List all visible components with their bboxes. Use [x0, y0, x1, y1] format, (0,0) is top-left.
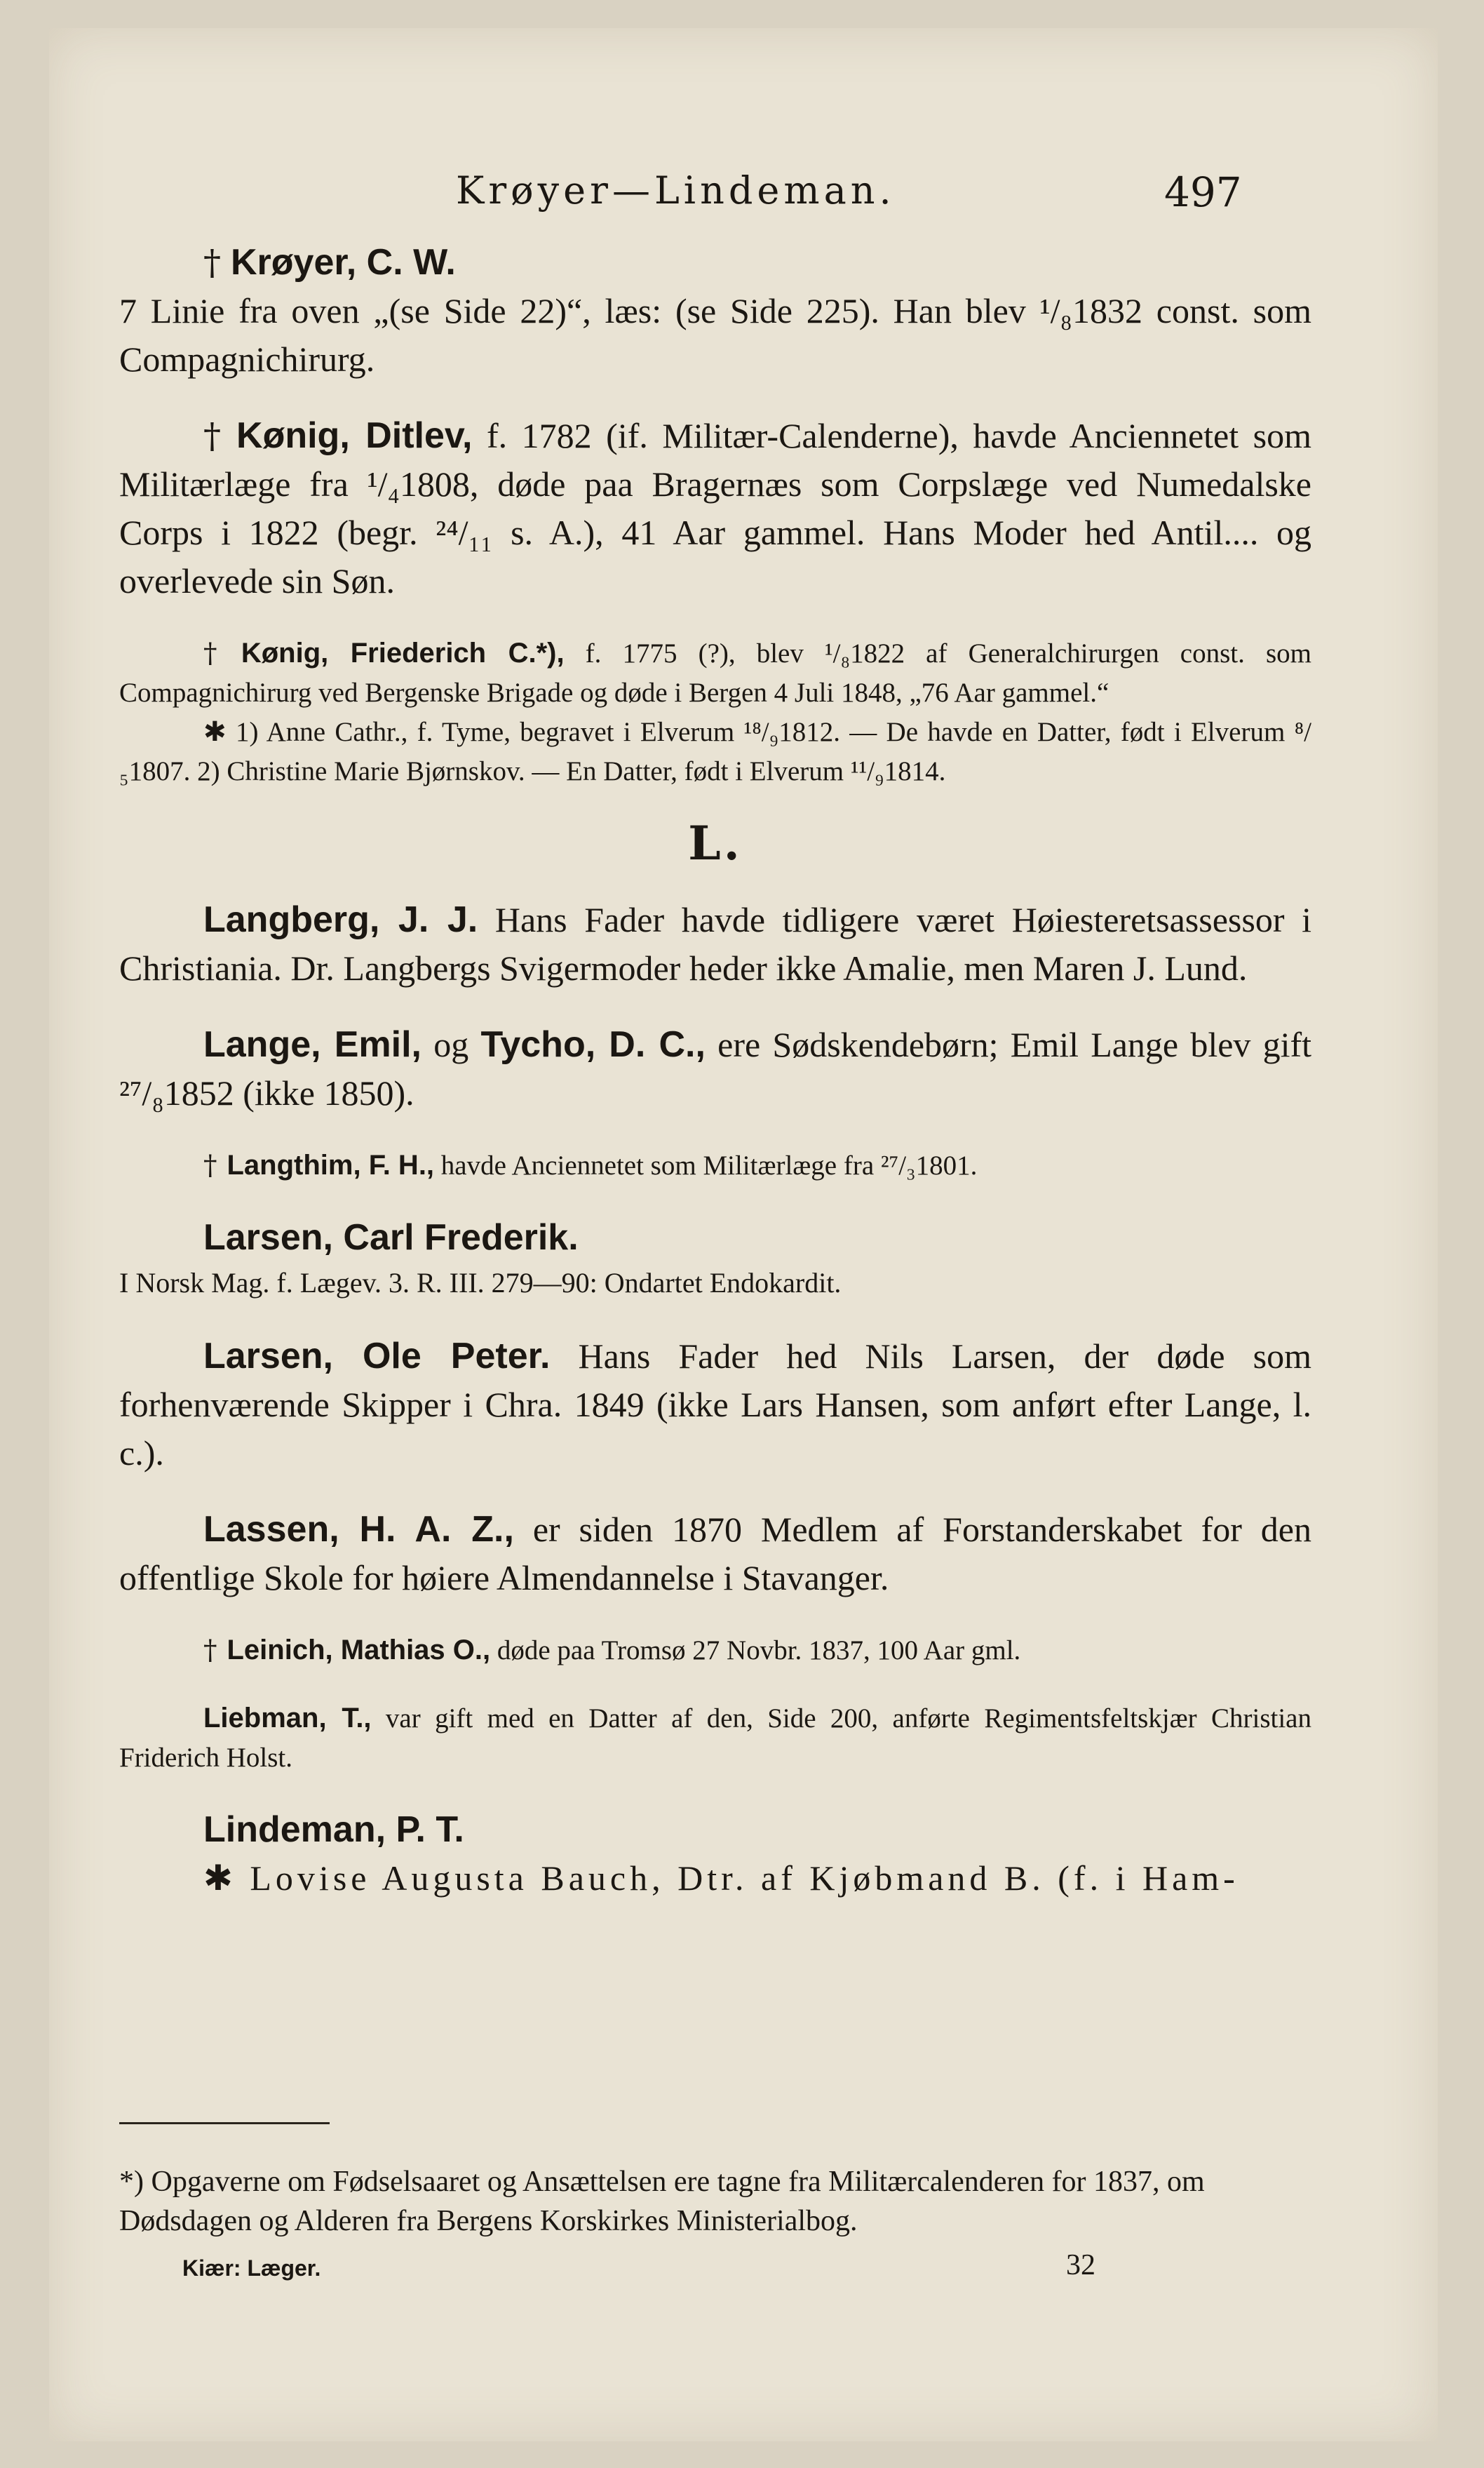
page-number: 497 — [1164, 168, 1242, 216]
entry-text: 7 Linie fra oven „(se Side 22)“, læs: (se Side 225). Han blev ¹/₈1832 const. som Compagnichirurg. — [119, 291, 1311, 379]
entry-head: Lassen, H. A. Z., — [203, 1509, 514, 1550]
page-header — [49, 168, 1438, 224]
entry-liebman — [119, 1698, 1311, 1778]
entry-larsen-carl — [119, 1214, 1311, 1304]
entry-konig-friederich — [119, 633, 1311, 791]
entry-head: Kønig, Friederich C.*), — [241, 638, 565, 669]
entry-langberg — [119, 896, 1311, 993]
printer-signature: Kiær: Læger. — [182, 2255, 321, 2281]
entry-text: var gift med en Datter af den, Side 200, anførte Regimentsfeltskjær Christian Friderich Holst. — [119, 1703, 1311, 1773]
footnote: *) Opgaverne om Fødselsaaret og Ansættelsen ere tagne fra Militærcalenderen for 1837, om Dødsdagen og Alderen fra Bergens Korskirkes Ministerialbog. — [119, 2166, 1205, 2237]
dagger-mark: † — [203, 638, 231, 669]
dagger-mark: † — [203, 1635, 217, 1666]
entry-head: Langthim, F. H., — [227, 1150, 435, 1181]
entry-text: ere Sødskendebørn; Emil Lange blev gift ²⁷/₈1852 (ikke 1850). — [119, 1025, 1312, 1113]
entry-marriages: ✱ 1) Anne Cathr., f. Tyme, begravet i Elverum ¹⁸/₉1812. — De havde en Datter, født i Elverum ⁸/₅1807. 2) Christine Marie Bjørnskov. — En Datter, født i Elverum ¹¹/₉1814. — [119, 717, 1311, 786]
section-letter: L. — [688, 816, 743, 871]
entry-head: Leinich, Mathias O., — [227, 1635, 491, 1665]
entry-head: Lange, Emil, — [203, 1024, 421, 1065]
entry-text: døde paa Tromsø 27 Novbr. 1837, 100 Aar gml. — [497, 1635, 1021, 1665]
page-body — [119, 239, 1311, 1931]
sheet-number: 32 — [1066, 2249, 1095, 2281]
entry-text: f. 1775 (?), blev ¹/₈1822 af Generalchirurgen const. som Compagnichirurg ved Bergenske Brigade og døde i Bergen 4 Juli 1848, „76 Aar gammel.“ — [119, 638, 1311, 708]
entry-lassen — [119, 1505, 1311, 1602]
entry-head: Krøyer, C. W. — [231, 242, 456, 283]
running-head: Krøyer—Lindeman. — [456, 168, 896, 213]
entry-head: Larsen, Ole Peter. — [203, 1336, 551, 1376]
entry-text: havde Anciennetet som Militærlæge fra ²⁷/₃1801. — [440, 1151, 978, 1181]
entry-konig-ditlev — [119, 412, 1311, 605]
entry-lange — [119, 1021, 1311, 1118]
entry-head: Lindeman, P. T. — [203, 1809, 464, 1850]
dagger-mark: † — [203, 242, 221, 283]
entry-head: Liebman, T., — [203, 1703, 372, 1733]
entry-larsen-ole — [119, 1332, 1311, 1477]
entry-lindeman — [119, 1806, 1311, 1903]
entry-text: I Norsk Mag. f. Lægev. 3. R. III. 279—90: Ondartet Endokardit. — [119, 1267, 842, 1299]
dagger-mark: † — [203, 1150, 217, 1181]
entry-text: er siden 1870 Medlem af Forstanderskabet for den offentlige Skole for høiere Almendannelse i Stavanger. — [119, 1510, 1311, 1597]
entry-head-second: Tycho, D. C., — [480, 1024, 706, 1065]
entry-connector: og — [433, 1025, 469, 1064]
entry-head: Kønig, Ditlev, — [236, 415, 473, 456]
dagger-mark: † — [203, 415, 227, 456]
entry-head: Langberg, J. J. — [203, 899, 478, 940]
book-page — [49, 28, 1438, 2441]
entry-text: ✱ Lovise Augusta Bauch, Dtr. af Kjøbmand B. (f. i Ham- — [203, 1858, 1239, 1898]
entry-langthim — [119, 1146, 1311, 1186]
footnote-rule — [119, 2122, 330, 2124]
entry-head: Larsen, Carl Frederik. — [203, 1217, 579, 1258]
entry-text: Hans Fader hed Nils Larsen, der døde som forhenværende Skipper i Chra. 1849 (ikke Lars Hansen, som anført efter Lange, l. c.). — [119, 1336, 1311, 1473]
entry-text: Hans Fader havde tidligere været Høiesteretsassessor i Christiania. Dr. Langbergs Svigermoder heder ikke Amalie, men Maren J. Lund. — [119, 900, 1312, 988]
entry-text: f. 1782 (if. Militær-Calenderne), havde Anciennetet som Militærlæge fra ¹/₄1808, døde paa Bragernæs som Corpslæge ved Numedalske Corps i 1822 (begr. ²⁴/₁₁ s. A.), 41 Aar gammel. Hans Moder hed Antil.... og overlevede sin Søn. — [119, 416, 1311, 601]
entry-leinich — [119, 1630, 1311, 1670]
entry-kroyer — [119, 239, 1311, 384]
